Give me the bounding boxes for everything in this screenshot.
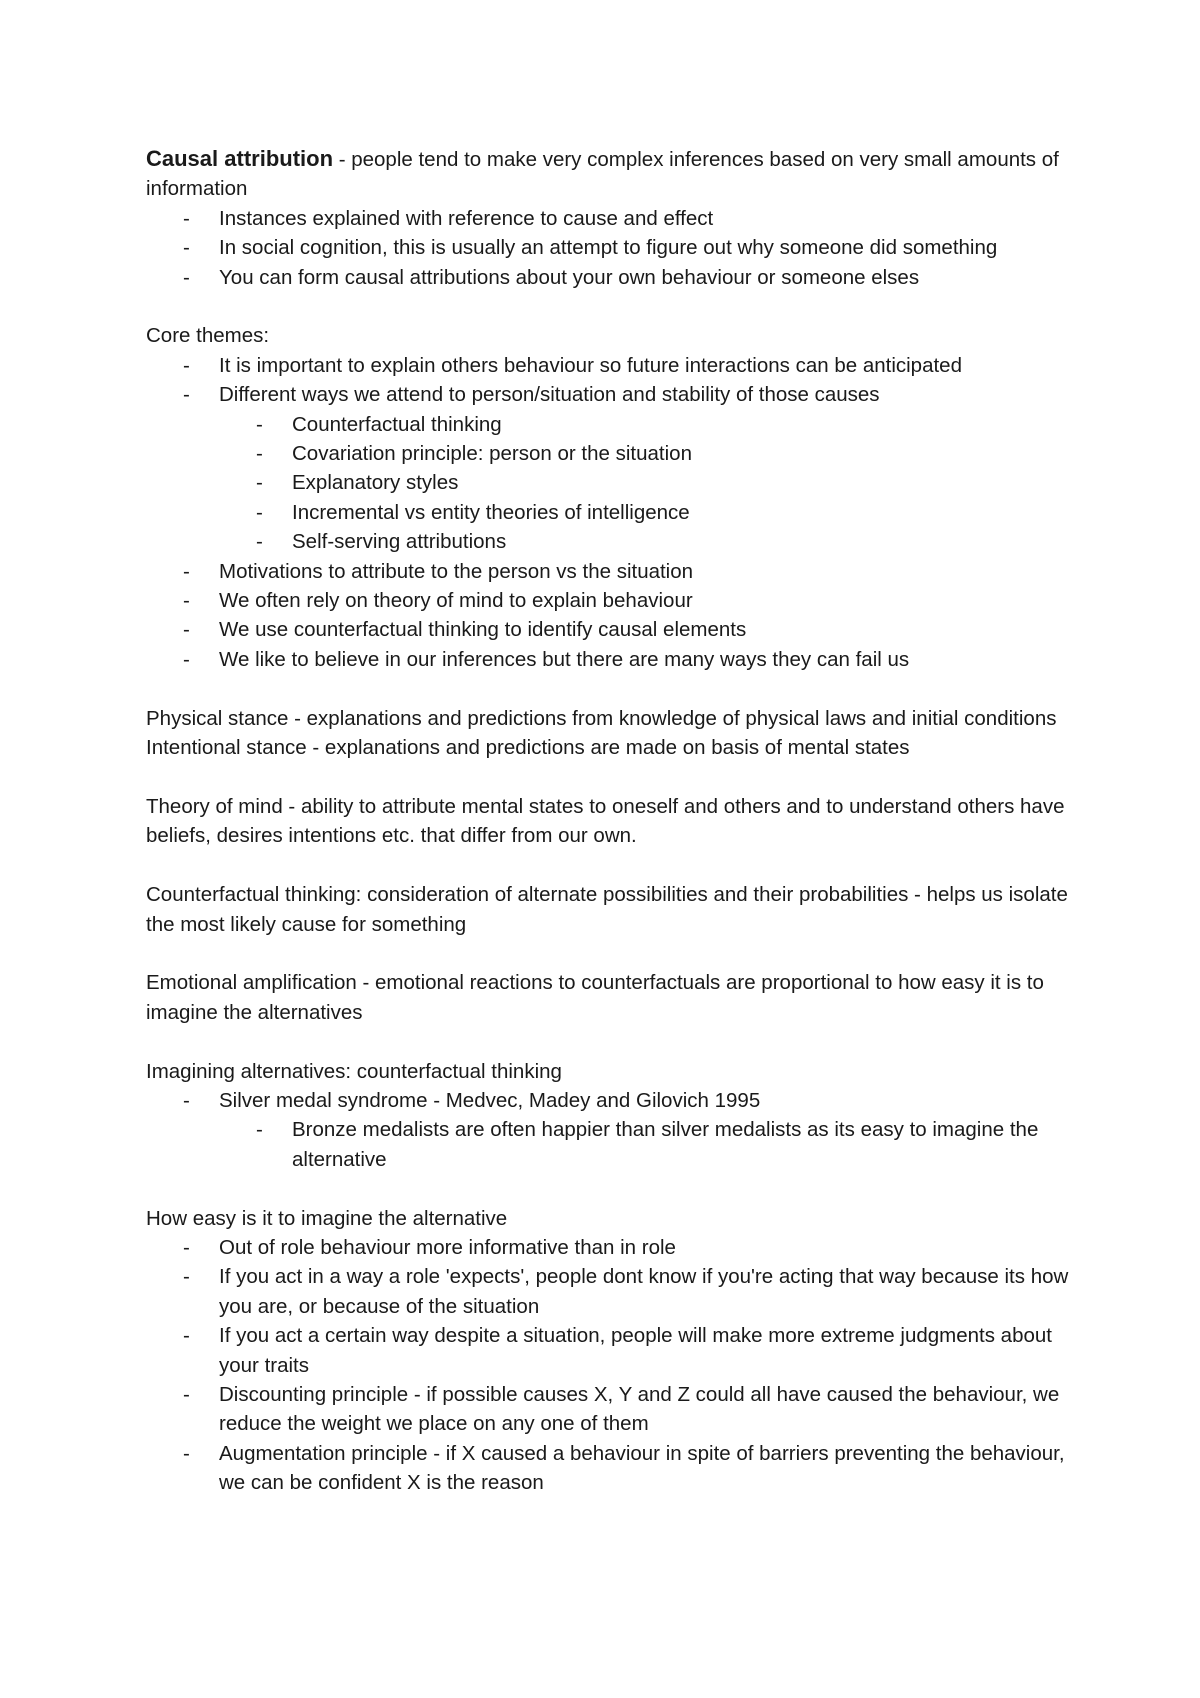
- counterfactual-thinking: Counterfactual thinking: consideration of alternate possibilities and their probabilities - helps us isolate the most likely cause for something: [146, 883, 1068, 936]
- intro-definition: - people tend to make very complex inferences based on very small amounts of information: [146, 148, 1059, 201]
- list-item: - Incremental vs entity theories of intelligence: [292, 498, 1076, 527]
- list-item: - We use counterfactual thinking to identify causal elements: [219, 615, 1076, 644]
- list-item: - Augmentation principle - if X caused a behaviour in spite of barriers preventing the behaviour, we can be confident X is the reason: [219, 1439, 1076, 1498]
- list-item: - Counterfactual thinking: [292, 410, 1076, 439]
- document-page: [146, 144, 1076, 1498]
- core-themes-list: [146, 351, 1076, 674]
- list-item: - We often rely on theory of mind to explain behaviour: [219, 586, 1076, 615]
- list-item: - Bronze medalists are often happier than silver medalists as its easy to imagine the alternative: [292, 1115, 1076, 1174]
- emotional-amplification: Emotional amplification - emotional reactions to counterfactuals are proportional to how easy it is to imagine the alternatives: [146, 971, 1044, 1024]
- list-item: - Out of role behaviour more informative than in role: [219, 1233, 1076, 1262]
- list-item: - It is important to explain others behaviour so future interactions can be anticipated: [219, 351, 1076, 380]
- list-item: - Explanatory styles: [292, 468, 1076, 497]
- list-item: - We like to believe in our inferences but there are many ways they can fail us: [219, 645, 1076, 674]
- list-item: [219, 380, 1076, 556]
- imagining-heading: Imagining alternatives: counterfactual thinking: [146, 1059, 562, 1083]
- theory-of-mind: Theory of mind - ability to attribute mental states to oneself and others and to understand others have beliefs, desires intentions etc. that differ from our own.: [146, 794, 1065, 848]
- core-themes-heading: Core themes:: [146, 324, 270, 348]
- list-item-text: Different ways we attend to person/situation and stability of those causes: [219, 383, 880, 407]
- list-item: - If you act in a way a role 'expects', people dont know if you're acting that way because its how you are, or because of the situation: [219, 1262, 1076, 1321]
- intro-list: [146, 204, 1076, 292]
- core-themes-sublist: [219, 410, 1076, 557]
- how-easy-list: [146, 1233, 1076, 1498]
- how-easy-heading: How easy is it to imagine the alternative: [146, 1206, 508, 1230]
- list-item-text: Silver medal syndrome - Medvec, Madey and Gilovich 1995: [219, 1088, 761, 1112]
- intro-term: Causal attribution: [146, 146, 334, 171]
- imagining-list: [146, 1086, 1076, 1174]
- list-item: - Discounting principle - if possible causes X, Y and Z could all have caused the behaviour, we reduce the weight we place on any one of them: [219, 1380, 1076, 1439]
- list-item: - If you act a certain way despite a situation, people will make more extreme judgments about your traits: [219, 1321, 1076, 1380]
- list-item: - You can form causal attributions about your own behaviour or someone elses: [219, 263, 1076, 292]
- physical-stance: Physical stance - explanations and predictions from knowledge of physical laws and initial conditions: [146, 706, 1057, 730]
- list-item: - Instances explained with reference to cause and effect: [219, 204, 1076, 233]
- list-item: - Covariation principle: person or the situation: [292, 439, 1076, 468]
- list-item: - Motivations to attribute to the person vs the situation: [219, 557, 1076, 586]
- intentional-stance: Intentional stance - explanations and predictions are made on basis of mental states: [146, 736, 910, 760]
- list-item: [219, 1086, 1076, 1174]
- intro-paragraph: [146, 144, 1076, 204]
- list-item: - In social cognition, this is usually an attempt to figure out why someone did something: [219, 233, 1076, 262]
- list-item: - Self-serving attributions: [292, 527, 1076, 556]
- imagining-sublist: [219, 1115, 1076, 1174]
